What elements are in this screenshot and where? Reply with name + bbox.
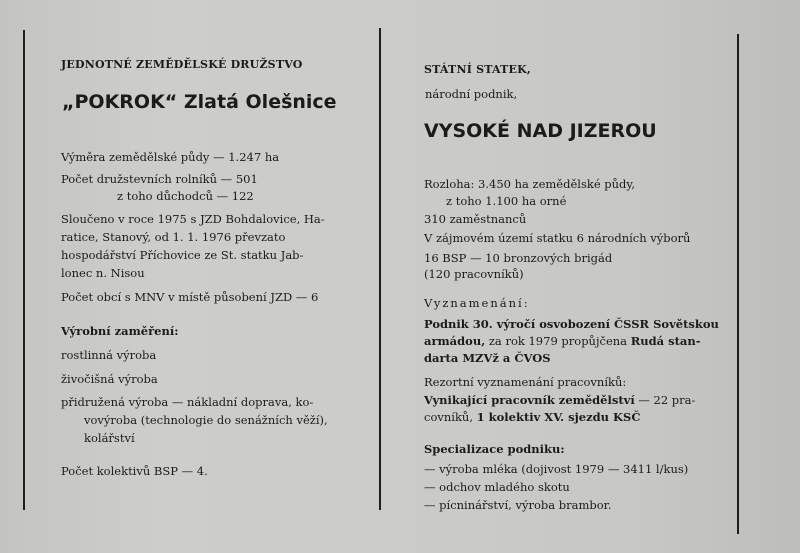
text-line: hospodářství Příchovice ze St. statku Jab- xyxy=(61,248,304,262)
text-line: Podnik 30. výročí osvobození ČSSR Sovětskou xyxy=(424,317,719,331)
section-heading: Vyznamenání: xyxy=(424,296,530,310)
text-line: rostlinná výroba xyxy=(61,348,157,362)
left-heading-large: „POKROK“ Zlatá Olešnice xyxy=(62,91,337,113)
text-fragment: armádou, xyxy=(424,334,486,348)
text-line: 310 zaměstnanců xyxy=(424,212,527,226)
right-heading-large: VYSOKÉ NAD JIZEROU xyxy=(424,120,657,142)
text-line: z toho 1.100 ha orné xyxy=(446,194,567,208)
text-fragment: — 22 pra- xyxy=(634,393,696,407)
text-line: 16 BSP — 10 bronzových brigád xyxy=(424,251,613,265)
text-fragment: 1 kolektiv XV. sjezdu KSČ xyxy=(476,410,641,424)
text-line: Rozloha: 3.450 ha zemědělské půdy, xyxy=(424,177,636,191)
text-line: Výměra zemědělské půdy — 1.247 ha xyxy=(61,150,280,164)
text-line: Počet kolektivů BSP — 4. xyxy=(61,464,208,478)
text-line: z toho důchodců — 122 xyxy=(117,189,254,203)
text-line: živočišná výroba xyxy=(61,372,158,386)
text-line: ratice, Stanový, od 1. 1. 1976 převzato xyxy=(61,230,286,244)
right-heading-small: STÁTNÍ STATEK, xyxy=(424,63,531,76)
text-fragment: Vynikající pracovník zemědělství xyxy=(424,393,635,407)
text-line: lonec n. Nisou xyxy=(61,266,145,280)
text-line: vovýroba (technologie do senážních věží), xyxy=(84,413,328,427)
list-item: — pícninářství, výroba brambor. xyxy=(424,498,612,512)
text-line xyxy=(424,393,695,407)
center-page-rule xyxy=(379,28,381,510)
text-line: (120 pracovníků) xyxy=(424,267,524,281)
left-page-rule xyxy=(23,30,25,510)
right-subheading: národní podnik, xyxy=(425,87,518,101)
text-fragment: Rudá stan- xyxy=(630,334,701,348)
text-line: darta MZVž a ČVOS xyxy=(424,351,551,365)
text-fragment: covníků, xyxy=(424,410,477,424)
list-item: — výroba mléka (dojivost 1979 — 3411 l/kus) xyxy=(424,462,689,476)
text-line xyxy=(424,334,701,348)
text-line: Sloučeno v roce 1975 s JZD Bohdalovice, Ha- xyxy=(61,212,325,226)
left-heading-small: JEDNOTNÉ ZEMĚDĚLSKÉ DRUŽSTVO xyxy=(61,58,303,71)
section-heading: Výrobní zaměření: xyxy=(61,324,179,338)
text-line: Počet družstevních rolníků — 501 xyxy=(61,172,258,186)
text-line: Počet obcí s MNV v místě působení JZD — 6 xyxy=(61,290,319,304)
text-line xyxy=(424,410,641,424)
text-line: kolářství xyxy=(84,431,135,445)
text-line: Rezortní vyznamenání pracovníků: xyxy=(424,375,627,389)
right-page-rule xyxy=(737,34,739,534)
section-heading: Specializace podniku: xyxy=(424,442,565,456)
list-item: — odchov mladého skotu xyxy=(424,480,570,494)
text-fragment: za rok 1979 propůjčena xyxy=(485,334,631,348)
text-line: přidružená výroba — nákladní doprava, ko- xyxy=(61,395,314,409)
text-line: V zájmovém území statku 6 národních výborů xyxy=(424,231,691,245)
